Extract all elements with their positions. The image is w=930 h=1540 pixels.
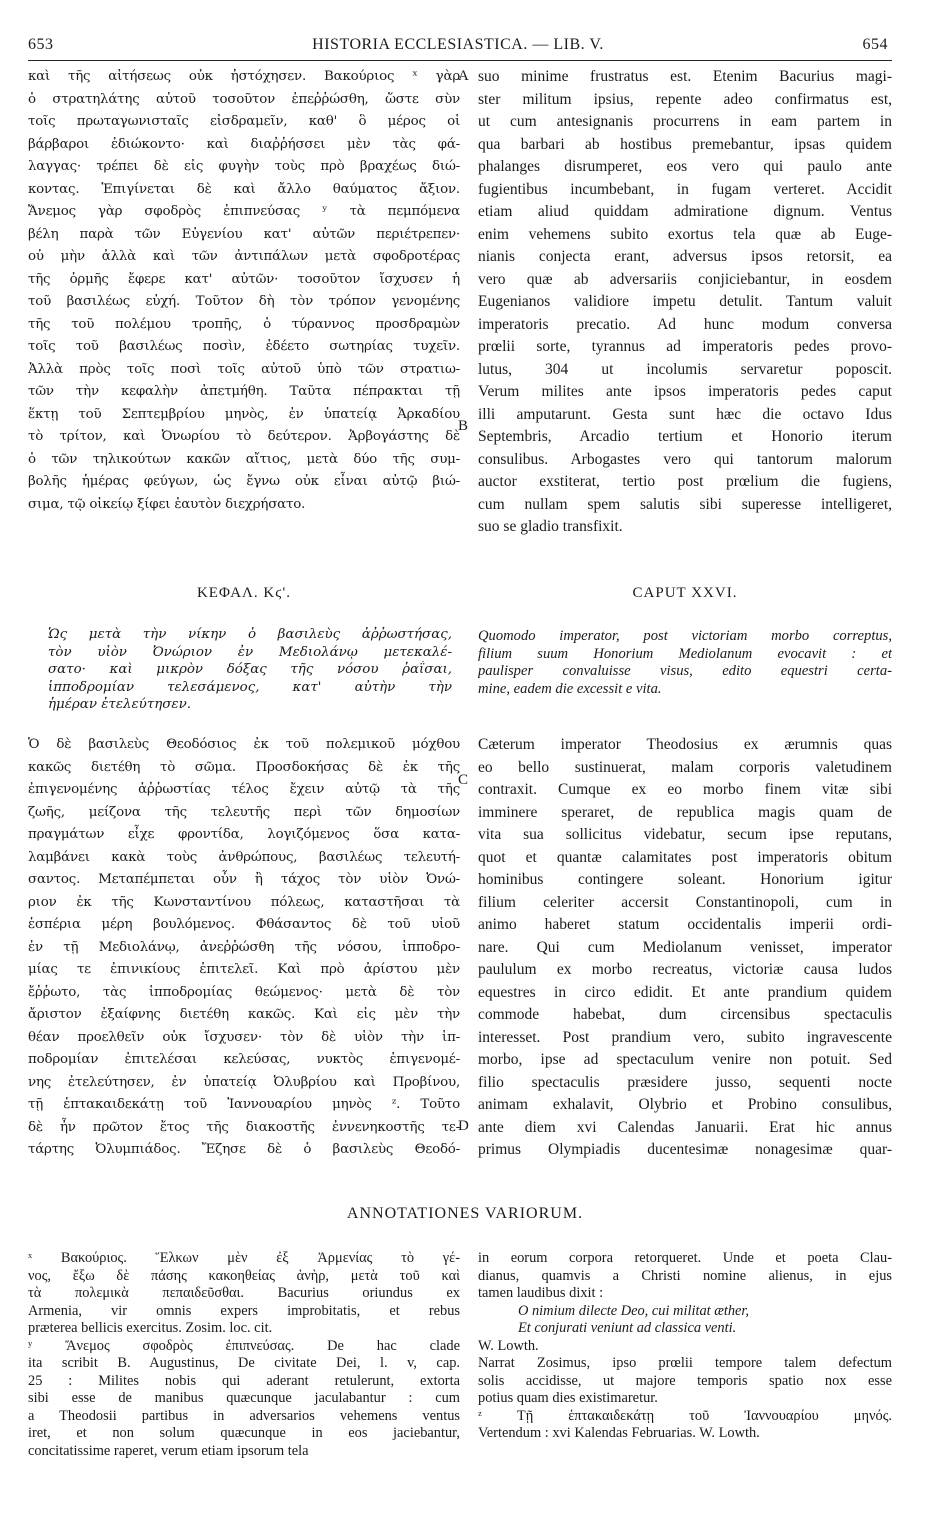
greek-text-line: μίας τε ἐπινικίους ἐπιτελεῖ. Καὶ πρὸ ἀρίστου μὲν: [28, 962, 460, 977]
greek-text-line: πραγμάτων εἶχε φροντίδα, λογιζόμενος ὅσα κατα-: [28, 827, 460, 842]
annotation-line: iret, et non solum quæcunque in eos jaciebantur,: [28, 1425, 460, 1441]
latin-text-upper: [478, 66, 892, 539]
greek-text-line: δὲ ἦν πρῶτον ἔτος τῆς διακοστῆς ἐννενηκοστῆς τε-: [28, 1119, 460, 1135]
greek-text-line: βέλη παρὰ τῶν Εὐγενίου κατ' αὐτῶν περιέτρεπεν·: [28, 226, 460, 242]
greek-text-line: σαντος. Μεταπέμπεται οὖν ἢ τάχος τὸν υἱὸν Ὀνώ-: [28, 872, 460, 887]
annotation-line: Vertendum : xvi Kalendas Februarias. W. Lowth.: [478, 1425, 760, 1441]
greek-text-upper: [28, 66, 460, 516]
greek-text-line: Ἄνεμος γὰρ σφοδρὸς ἐπιπνεύσας ʸ τὰ πεμπόμενα: [28, 204, 460, 219]
latin-text-line: eo bello sustinuerat, malam corporis valetudinem: [478, 758, 892, 776]
latin-summary-line: Quomodo imperator, post victoriam morbo correptus,: [478, 628, 892, 644]
annotation-line: ᶻ Τῇ ἑπτακαιδεκάτῃ τοῦ Ἰαννουαρίου μηνός.: [478, 1407, 892, 1424]
greek-text-line: λαγγας· τρέπει δὲ εἰς φυγὴν τοὺς πρὸ βραχέως διώ-: [28, 159, 460, 174]
running-header: [28, 36, 888, 58]
greek-text-line: ἐπιγενομένης ἀῤῥωστίας τέλος ἔχειν αὐτῷ τὰ τῆς: [28, 782, 460, 797]
greek-text-line: θέαν προελθεῖν οὐκ ἴσχυσεν· τὸν δὲ υἱὸν τὴν ἱπ-: [28, 1029, 460, 1045]
latin-text-line: Verum milites ante ipsos imperatoris pedes caput: [478, 383, 892, 400]
annotation-line: ˣ Βακούριος. Ἕλκων μὲν ἐξ Ἀρμενίας τὸ γέ-: [28, 1250, 460, 1266]
greek-text-line: ἔῤῥωτο, τὰς ἱπποδρομίας θεώμενος· μετὰ δὲ τὸν: [28, 984, 460, 1000]
latin-text-line: paululum ex morbo recreatus, victoriæ causa ludos: [478, 961, 892, 978]
latin-text-line: nianis conjecta erant, adversus ipsos retorsit, ea: [478, 248, 892, 265]
annotation-line: solis accidisse, ut majore temporis spatio nox esse: [478, 1372, 892, 1389]
latin-text-line: consulibus. Arbogastes vero qui tantorum malorum: [478, 450, 892, 468]
margin-marker-a: A: [458, 68, 469, 84]
latin-text-line: imperatoris precatio. Ad hunc modum conversa: [478, 315, 892, 333]
greek-text-line: οὐ μὴν ἀλλὰ καὶ τῶν ἀντιπάλων μετὰ σφοδροτέρας: [28, 249, 460, 264]
annotation-line: dianus, quamvis a Christi nomine alienus, in ejus: [478, 1267, 892, 1284]
latin-text-line: ante diem xvi Calendas Januarii. Erat hic annus: [478, 1118, 892, 1136]
latin-text-line: Septembris, Arcadio tertium et Honorio iterum: [478, 428, 892, 445]
greek-chapter-heading: ΚΕΦΑΛ. Κϛ'.: [196, 585, 292, 601]
greek-text-line: ὁ τῶν τηλικούτων κακῶν αἴτιος, μετὰ δύο τῆς συμ-: [28, 451, 460, 467]
page-number-left: 653: [28, 36, 54, 53]
greek-text-line: τάρτης Ὀλυμπιάδος. Ἔζησε δὲ ὁ βασιλεὺς Θεοδό-: [28, 1142, 460, 1157]
latin-text-line: vita sua sollicitus videbatur, secum ipse reputans,: [478, 826, 892, 843]
annotation-line: W. Lowth.: [478, 1337, 539, 1354]
latin-text-line: quot et quantæ calamitates post imperatoris obitum: [478, 848, 892, 866]
greek-chapter-summary: [48, 626, 452, 714]
latin-text-line: morbo, ipse ad spectaculum venire non potuit. Sed: [478, 1051, 892, 1068]
latin-text-line: nare. Qui cum Mediolanum venisset, imperator: [478, 938, 892, 956]
latin-text-line: illi amputarunt. Gesta sunt hæc die octavo Idus: [478, 405, 892, 423]
margin-marker-c: C: [458, 772, 469, 788]
latin-text-line: imminere speraret, de republica magis quam de: [478, 803, 892, 821]
greek-text-line: νης ἐτελεύτησεν, ἐν ὑπατείᾳ Ὀλυβρίου καὶ Προβίνου,: [28, 1074, 460, 1090]
latin-text-line: commode habebat, dum circensibus spectaculis: [478, 1006, 892, 1023]
greek-text-line: ἐν τῇ Μεδιολάνῳ, ἀνεῤῥώσθη τῆς νόσου, ἱπποδρο-: [28, 939, 460, 955]
latin-text-line: lutus, 304 ut incolumis servaretur poposcit.: [478, 360, 892, 378]
greek-text-line: τῇ ἑπτακαιδεκάτῃ τοῦ Ἰαννουαρίου μηνὸς ᶻ. Τοῦτο: [28, 1097, 460, 1112]
greek-text-line: ριον ἐκ τῆς Κωνσταντίνου πόλεως, καταστῆσαι τὰ: [28, 894, 460, 910]
header-rule: [28, 60, 892, 61]
greek-text-line: καὶ τῆς αἰτήσεως οὐκ ἠστόχησεν. Βακούριος ˣ γὰρ: [28, 69, 460, 84]
greek-text-line: τῆς τοῦ πολέμου τροπῆς, ὁ τύραννος προσδραμὼν: [28, 316, 460, 332]
greek-text-line: ζωῆς, μείζονα τῆς τελευτῆς περὶ τῶν δημοσίων: [28, 804, 460, 820]
latin-chapter-summary: [478, 628, 892, 698]
annotation-line: ita scribit B. Augustinus, De civitate Dei, l. v, cap.: [28, 1355, 460, 1371]
latin-text-line: equestres in circo edidit. Et ante prandium quidem: [478, 983, 892, 1001]
greek-text-line: βάρβαροι ἐδιώκοντο· καὶ διαῤῥήσσει μὲν τὰς φά-: [28, 136, 460, 152]
greek-text-line: Ἀλλὰ πρὸς τοῖς ποσὶ τοῖς αὐτοῦ ὑπὸ τῶν στρατιω-: [28, 361, 460, 377]
greek-text-line: τῆς ὁρμῆς ἔφερε κατ' αὐτῶν· τοσοῦτον ἴσχυσεν ἡ: [28, 271, 460, 287]
latin-text-line: hominibus contingere soleant. Honorium igitur: [478, 871, 892, 888]
latin-text-line: enim vehemens subito exortus tela quæ ab Euge-: [478, 225, 892, 243]
annotation-line: in eorum corpora retorqueret. Unde et poeta Clau-: [478, 1250, 892, 1266]
annotation-line: concitatissime raperet, verum etiam ipsorum tela: [28, 1442, 309, 1459]
greek-text-line: ἄριστον ἐξαίφνης διετέθη κακῶς. Καὶ εἰς μὲν τὴν: [28, 1007, 460, 1022]
latin-text-line: suo minime frustratus est. Etenim Bacurius magi-: [478, 68, 892, 85]
annotation-line: Et conjurati veniunt ad classica venti.: [518, 1320, 737, 1336]
greek-text-chapter: [28, 734, 460, 1162]
latin-text-line: filio spectaculis præsidere jusso, sequenti nocte: [478, 1073, 892, 1091]
latin-text-line: Eugenianos validiore impetu detulit. Tantum valuit: [478, 293, 892, 310]
greek-summary-line: ἡμέραν ἐτελεύτησεν.: [48, 697, 191, 712]
greek-text-line: βολῆς ἡμέρας φεύγων, ὡς ἔγνω οὐκ εἶναι αὐτῷ βιώ-: [28, 474, 460, 489]
running-title: HISTORIA ECCLESIASTICA. — LIB. V.: [312, 36, 604, 53]
latin-text-line: cum nullam spem salutis sibi superesse intelligeret,: [478, 495, 892, 513]
greek-text-line: κακῶς διετέθη τὸ σῶμα. Προσδοκήσας δὲ ἐκ τῆς: [28, 759, 460, 775]
annotation-line: præterea bellicis exercitus. Zosim. loc. cit.: [28, 1320, 273, 1336]
greek-text-line: τοῖς πρωταγωνισταῖς εἰσδραμεῖν, καθ' ὃ μέρος οἱ: [28, 114, 460, 129]
latin-text-line: phalanges disrumperet, eos vero qui paulo ante: [478, 158, 892, 175]
greek-text-line: ὁ στρατηλάτης αὐτοῦ τοσοῦτον ἐπεῤῥώσθη, ὥστε σὺν: [28, 91, 460, 107]
greek-text-line: ποδρομίαν ἐπιτελέσαι κελεύσας, νυκτὸς ἐπιγενομέ-: [28, 1052, 460, 1067]
latin-text-line: contraxit. Cumque ex eo morbo finem vitæ sibi: [478, 781, 892, 798]
annotations-left-column: [28, 1250, 460, 1460]
latin-text-line: qua barbari ab hostibus premebantur, ipsas quidem: [478, 135, 892, 153]
latin-text-chapter: [478, 734, 892, 1162]
annotation-line: ʸ Ἄνεμος σφοδρὸς ἐπιπνεύσας. De hac clade: [28, 1337, 460, 1354]
greek-text-line: σιμα, τῷ οἰκείῳ ξίφει ἑαυτὸν διεχρήσατο.: [28, 496, 306, 512]
annotation-line: 25 : Milites nobis qui aderant retulerunt, extorta: [28, 1372, 460, 1389]
latin-text-line: ut cum antesignanis procurrens in eam partem in: [478, 113, 892, 130]
greek-summary-line: ἱπποδρομίαν τελεσάμενος, κατ' αὐτὴν τὴν: [48, 679, 452, 695]
greek-text-line: τῶν τὴν κεφαλὴν ἀπετμήθη. Ταῦτα πέπρακται τῇ: [28, 384, 460, 399]
annotation-line: νος, ἔξω δὲ πάσης κακοηθείας ἀνὴρ, μετὰ τοῦ καὶ: [28, 1267, 460, 1284]
latin-text-line: prœlii sorte, tyrannus ad imperatoris pedes provo-: [478, 338, 892, 355]
greek-text-line: τὸ τρίτον, καὶ Ὀνωρίου τὸ δεύτερον. Ἀρβογάστης δὲ: [28, 429, 460, 444]
latin-text-line: ster militum ipsius, repente adeo confirmatus est,: [478, 90, 892, 108]
annotation-line: O nimium dilecte Deo, cui militat æther,: [518, 1302, 750, 1319]
latin-summary-line: paulisper convaluisse visus, edito equestri certa-: [478, 663, 892, 679]
greek-text-line: τοῖς τοῦ βασιλέως ποσὶν, ἐδέετο σωτηρίας τυχεῖν.: [28, 339, 460, 354]
latin-text-line: suo se gladio transfixit.: [478, 518, 623, 535]
annotation-line: sibi esse de manibus quæcunque jaculabantur : cum: [28, 1390, 460, 1406]
greek-text-line: τοῦ βασιλέως εὐχή. Τοῦτον δὴ τὸν τρόπον γενομένης: [28, 294, 460, 309]
greek-summary-line: σατο· καὶ μικρὸν δόξας τῆς νόσου ῥαΐσαι,: [48, 662, 452, 677]
greek-text-line: Ὁ δὲ βασιλεὺς Θεοδόσιος ἐκ τοῦ πολεμικοῦ μόχθου: [28, 737, 460, 752]
greek-summary-line: Ὡς μετὰ τὴν νίκην ὁ βασιλεὺς ἀῤῥωστήσας,: [48, 627, 452, 642]
greek-text-line: ἕκτῃ τοῦ Σεπτεμβρίου μηνὸς, ἐν ὑπατείᾳ Ἀρκαδίου: [28, 406, 460, 422]
latin-text-line: animam exhalavit, Olybrio et Probino consulibus,: [478, 1096, 892, 1113]
latin-text-line: fugientibus incumbebant, in fugam verteret. Accidit: [478, 180, 892, 198]
latin-chapter-heading: CAPUT XXVI.: [632, 585, 738, 601]
annotation-line: Armenia, vir omnis expers improbitatis, et rebus: [28, 1302, 460, 1319]
latin-text-line: animo haberet statum occidentalis imperii ordi-: [478, 916, 892, 933]
annotation-line: Narrat Zosimus, ipso prœlii tempore talem defectum: [478, 1355, 892, 1371]
page-number-right: 654: [862, 36, 888, 53]
greek-text-line: ἑσπέρια μέρη βουλόμενος. Φθάσαντος δὲ τοῦ υἱοῦ: [28, 917, 460, 932]
greek-text-line: κοντας. Ἐπιγίνεται δὲ καὶ ἄλλο θαύματος ἄξιον.: [28, 181, 460, 197]
greek-text-line: λαμβάνει κακὰ τοὺς ἀνθρώπους, βασιλέως τελευτή-: [28, 849, 460, 865]
annotation-line: a Theodosii partibus in adversarios vehemens ventus: [28, 1407, 460, 1424]
latin-text-line: primus Olympiadis ducentesimæ nonagesimæ quar-: [478, 1141, 892, 1158]
latin-text-line: Cæterum imperator Theodosius ex ærumnis quas: [478, 736, 892, 753]
annotation-line: τὰ πολεμικὰ πεπαιδεῦσθαι. Bacurius oriundus ex: [28, 1285, 460, 1301]
annotations-right-column: [478, 1250, 892, 1443]
greek-summary-line: τὸν υἱὸν Ὀνώριον ἐν Μεδιολάνῳ μετεκαλέ-: [48, 644, 452, 660]
latin-text-line: etiam aliud quiddam admiratione dignum. Ventus: [478, 203, 892, 220]
latin-text-line: auctor exstiterat, tertio post prœlium die fugiens,: [478, 473, 892, 490]
annotation-line: potius quam dies existimaretur.: [478, 1390, 658, 1406]
latin-text-line: interesset. Post prandium vero, subito ingravescente: [478, 1028, 892, 1046]
annotation-line: tamen laudibus dixit :: [478, 1285, 604, 1301]
latin-text-line: vero quæ ab adversariis conjiciebantur, in eosdem: [478, 270, 892, 288]
latin-summary-line: mine, eadem die excessit e vita.: [478, 680, 662, 697]
annotations-title: ANNOTATIONES VARIORUM.: [346, 1205, 584, 1222]
margin-marker-d: D: [458, 1118, 469, 1134]
latin-summary-line: filium suum Honorium Mediolanum evocavit : et: [478, 645, 892, 662]
latin-text-line: filium celeriter accersit Constantinopoli, cum in: [478, 893, 892, 911]
margin-marker-b: B: [458, 418, 469, 434]
